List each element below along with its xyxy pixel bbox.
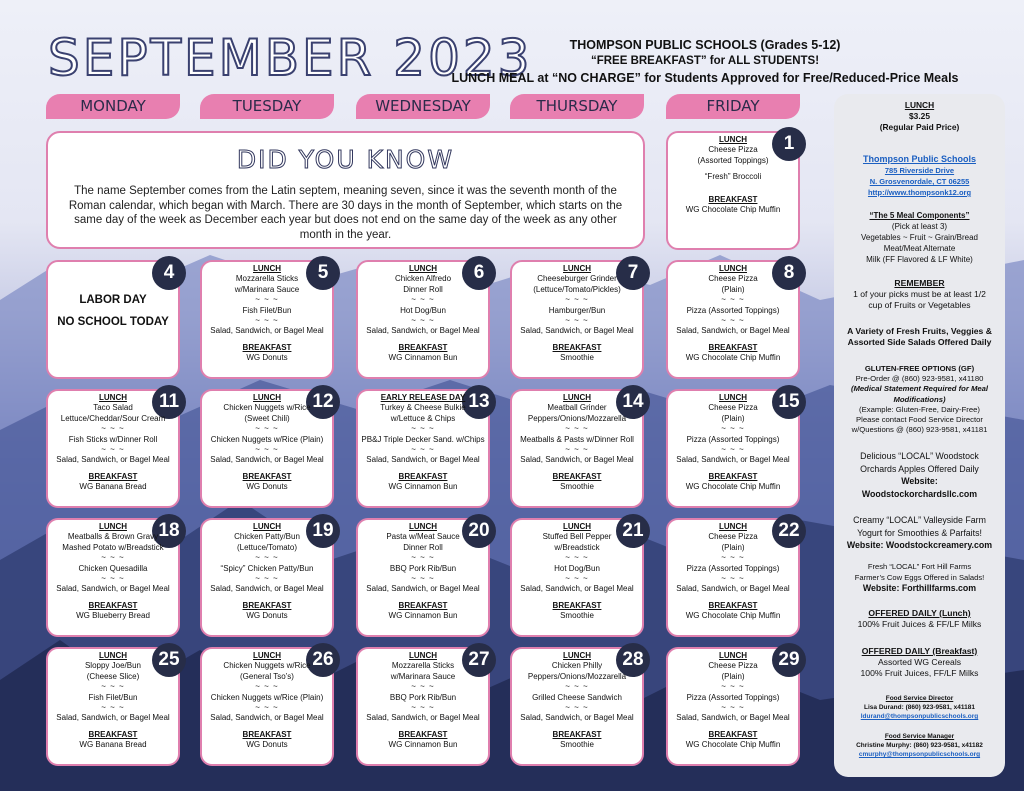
day-number-badge: 28	[616, 643, 650, 677]
menu-line: WG Donuts	[246, 740, 288, 750]
menu-line: ~ ~ ~	[101, 574, 125, 584]
menu-line: (Lettuce/Tomato)	[236, 542, 298, 552]
page-title: SEPTEMBER 2023	[48, 29, 533, 87]
menu-line: NO SCHOOL TODAY	[57, 316, 169, 328]
school-heading: THOMPSON PUBLIC SCHOOLS (Grades 5-12)	[569, 38, 841, 52]
meal-components-1: (Pick at least 3)	[891, 222, 948, 231]
menu-line: Dinner Roll	[403, 542, 443, 552]
menu-line: LUNCH	[719, 135, 747, 144]
gluten-free-line-5: Please contact Food Service Director	[856, 415, 983, 425]
menu-line: Cheese Pizza	[708, 403, 758, 413]
menu-line: LUNCH	[409, 264, 437, 273]
orchard-line-3: Website:	[901, 476, 938, 486]
menu-line: Sloppy Joe/Bun	[84, 661, 142, 671]
menu-line: “Fresh” Broccoli	[704, 172, 762, 182]
menu-line: “Spicy” Chicken Patty/Bun	[220, 563, 314, 573]
day-number-badge: 22	[772, 514, 806, 548]
menu-line: BREAKFAST	[552, 600, 602, 610]
menu-line: BREAKFAST	[88, 729, 138, 739]
day-number-badge: 12	[306, 385, 340, 419]
director-email-link[interactable]: ldurand@thompsonpublicschools.org	[860, 713, 979, 720]
offered-breakfast-title: OFFERED DAILY (Breakfast)	[861, 646, 978, 656]
menu-line: WG Chocolate Chip Muffin	[685, 740, 781, 750]
creamy-line-1: Creamy “LOCAL” Valleyside Farm	[853, 515, 986, 525]
menu-line: LUNCH	[719, 651, 747, 660]
menu-line: ~ ~ ~	[255, 445, 279, 455]
day-number-badge: 14	[616, 385, 650, 419]
menu-line: WG Cinnamon Bun	[388, 353, 458, 363]
menu-line: ~ ~ ~	[565, 445, 589, 455]
menu-line: BREAKFAST	[708, 194, 758, 204]
menu-line: Hot Dog/Bun	[554, 563, 600, 573]
menu-line: ~ ~ ~	[721, 703, 745, 713]
day-number-badge: 29	[772, 643, 806, 677]
menu-line: Smoothie	[560, 611, 594, 621]
offered-breakfast-line-1: Assorted WG Cereals	[877, 657, 962, 667]
menu-line: ~ ~ ~	[101, 424, 125, 434]
day-number-badge: 15	[772, 385, 806, 419]
menu-line: WG Donuts	[246, 611, 288, 621]
menu-line: Pizza (Assorted Toppings)	[686, 434, 780, 444]
menu-line: Salad, Sandwich, or Bagel Meal	[210, 584, 324, 594]
menu-line: ~ ~ ~	[101, 703, 125, 713]
day-header-tuesday: TUESDAY	[200, 94, 334, 119]
menu-line: WG Donuts	[246, 482, 288, 492]
gluten-free-title: GLUTEN-FREE OPTIONS (GF)	[864, 364, 975, 373]
menu-line: WG Banana Bread	[79, 482, 147, 492]
menu-line: LUNCH	[99, 522, 127, 531]
menu-line: Salad, Sandwich, or Bagel Meal	[366, 326, 480, 336]
day-cell	[356, 518, 490, 637]
day-cell	[46, 647, 180, 766]
did-you-know-text: The name September comes from the Latin septem, meaning seven, since it was the seventh month of the Roman calendar, which began with March. There are 30 days in the month of September, which starts on the same day of the week as December each year but does not end on the same day of the week as any other month in the year.	[68, 185, 623, 241]
menu-line: LUNCH	[253, 651, 281, 660]
menu-line: w/Breadstick	[554, 542, 600, 552]
director-title: Food Service Director	[885, 695, 954, 702]
menu-line: Salad, Sandwich, or Bagel Meal	[520, 713, 634, 723]
menu-line: ~ ~ ~	[255, 703, 279, 713]
menu-line: Salad, Sandwich, or Bagel Meal	[210, 713, 324, 723]
menu-line: Smoothie	[560, 740, 594, 750]
menu-line: ~ ~ ~	[255, 316, 279, 326]
menu-line: Fish Filet/Bun	[88, 692, 138, 702]
menu-line: Cheese Pizza	[708, 532, 758, 542]
menu-line: (Plain)	[721, 413, 745, 423]
did-you-know-box	[46, 131, 645, 249]
menu-line: ~ ~ ~	[721, 424, 745, 434]
day-number-badge: 18	[152, 514, 186, 548]
menu-line: (Plain)	[721, 542, 745, 552]
menu-line: Grilled Cheese Sandwich	[532, 692, 622, 702]
menu-line: ~ ~ ~	[721, 445, 745, 455]
sidebar-price-note: (Regular Paid Price)	[879, 122, 960, 132]
day-cell	[510, 518, 644, 637]
day-header-friday: FRIDAY	[666, 94, 800, 119]
day-number-badge: 7	[616, 256, 650, 290]
menu-line: BREAKFAST	[88, 471, 138, 481]
day-number-badge: 19	[306, 514, 340, 548]
menu-line: WG Cinnamon Bun	[388, 611, 458, 621]
gluten-free-line-1: Pre-Order @ (860) 923-9581, x41180	[855, 374, 984, 384]
menu-line: Salad, Sandwich, or Bagel Meal	[210, 326, 324, 336]
day-cell	[200, 647, 334, 766]
orchard-line-4: Woodstockorchardsllc.com	[861, 488, 978, 499]
menu-line: ~ ~ ~	[255, 574, 279, 584]
free-breakfast-note: “FREE BREAKFAST” for ALL STUDENTS!	[590, 55, 820, 67]
menu-line: Taco Salad	[93, 403, 133, 413]
menu-line: PB&J Triple Decker Sand. w/Chips	[361, 434, 485, 444]
menu-line: BBQ Pork Rib/Bun	[389, 692, 457, 702]
menu-line: Pasta w/Meat Sauce	[386, 532, 460, 542]
day-cell	[666, 131, 800, 250]
address-line-1[interactable]: 785 Riverside Drive	[884, 166, 955, 175]
menu-line: ~ ~ ~	[565, 682, 589, 692]
menu-line: ~ ~ ~	[411, 424, 435, 434]
menu-line: LUNCH	[253, 264, 281, 273]
menu-line: (Lettuce/Tomato/Pickles)	[533, 284, 621, 294]
menu-line: ~ ~ ~	[411, 682, 435, 692]
day-number-badge: 21	[616, 514, 650, 548]
day-cell	[46, 389, 180, 508]
menu-line: WG Cinnamon Bun	[388, 740, 458, 750]
menu-line: BREAKFAST	[242, 342, 292, 352]
menu-line: ~ ~ ~	[721, 316, 745, 326]
menu-line: ~ ~ ~	[565, 703, 589, 713]
menu-line: Salad, Sandwich, or Bagel Meal	[520, 326, 634, 336]
day-cell	[356, 260, 490, 379]
day-number-badge: 11	[152, 385, 186, 419]
menu-line: Chicken Nuggets w/Rice	[223, 661, 311, 671]
creamy-line-2: Yogurt for Smoothies & Parfaits!	[857, 527, 982, 538]
day-cell	[46, 518, 180, 637]
menu-line: Hamburger/Bun	[548, 305, 606, 315]
menu-line: Chicken Philly	[551, 661, 603, 671]
day-cell	[510, 647, 644, 766]
menu-line: Salad, Sandwich, or Bagel Meal	[676, 455, 790, 465]
day-cell	[510, 260, 644, 379]
menu-line: Pizza (Assorted Toppings)	[686, 305, 780, 315]
menu-line: LUNCH	[563, 651, 591, 660]
menu-line: LUNCH	[563, 264, 591, 273]
menu-line: Cheese Pizza	[708, 661, 758, 671]
menu-line: LUNCH	[719, 264, 747, 273]
menu-line: Salad, Sandwich, or Bagel Meal	[56, 455, 170, 465]
menu-line: ~ ~ ~	[565, 424, 589, 434]
meal-components-title: “The 5 Meal Components”	[869, 211, 970, 220]
day-cell	[356, 389, 490, 508]
menu-line: BREAKFAST	[88, 600, 138, 610]
fresh-line-3: Website: Forthillfarms.com	[862, 583, 977, 593]
variety-line-2: Assorted Side Salads Offered Daily	[847, 337, 992, 347]
remember-title: REMEMBER	[894, 278, 945, 288]
did-you-know-title: DID YOU KNOW	[236, 145, 455, 174]
menu-line: LUNCH	[563, 522, 591, 531]
menu-line: Chicken Quesadilla	[78, 563, 148, 573]
menu-line: Chicken Nuggets w/Rice (Plain)	[210, 434, 324, 444]
remember-line-2: cup of Fruits or Vegetables	[868, 300, 971, 310]
menu-line: LUNCH	[563, 393, 591, 402]
menu-line: ~ ~ ~	[721, 682, 745, 692]
menu-line: Lettuce/Cheddar/Sour Cream	[60, 413, 166, 423]
day-cell	[200, 389, 334, 508]
manager-email-link[interactable]: cmurphy@thompsonpublicschools.org	[858, 751, 981, 758]
sidebar-lunch-label: LUNCH	[904, 100, 935, 110]
menu-line: EARLY RELEASE DAY	[380, 393, 466, 402]
day-number-badge: 1	[772, 127, 806, 161]
menu-line: Meatballs & Brown Gravy	[67, 532, 159, 542]
manager-contact: Christine Murphy: (860) 923-9581, x41182	[856, 742, 983, 749]
menu-line: ~ ~ ~	[565, 574, 589, 584]
menu-line: ~ ~ ~	[565, 553, 589, 563]
menu-line: Cheeseburger Grinder	[537, 274, 617, 284]
gluten-free-line-6: w/Questions @ (860) 923-9581, x41181	[851, 425, 988, 435]
menu-line: Hot Dog/Bun	[400, 305, 446, 315]
menu-line: Salad, Sandwich, or Bagel Meal	[56, 713, 170, 723]
menu-line: LUNCH	[719, 522, 747, 531]
fresh-line-2: Farmer’s Cow Eggs Offered in Salads!	[854, 572, 985, 582]
menu-line: Meatballs & Pasts w/Dinner Roll	[520, 434, 634, 444]
menu-line: ~ ~ ~	[721, 574, 745, 584]
menu-line: Fish Filet/Bun	[242, 305, 292, 315]
director-contact: Lisa Durand: (860) 923-9581, x41181	[864, 704, 975, 711]
menu-line: (Plain)	[721, 671, 745, 681]
day-number-badge: 13	[462, 385, 496, 419]
menu-line: Salad, Sandwich, or Bagel Meal	[520, 584, 634, 594]
day-cell	[200, 260, 334, 379]
menu-line: ~ ~ ~	[101, 682, 125, 692]
menu-line: BREAKFAST	[708, 342, 758, 352]
menu-line: Salad, Sandwich, or Bagel Meal	[366, 713, 480, 723]
menu-line: ~ ~ ~	[411, 316, 435, 326]
menu-line: LUNCH	[253, 393, 281, 402]
menu-line: w/Marinara Sauce	[234, 284, 300, 294]
menu-line: ~ ~ ~	[101, 553, 125, 563]
menu-line: LUNCH	[99, 651, 127, 660]
menu-line: ~ ~ ~	[721, 295, 745, 305]
meal-components-4: Milk (FF Flavored & LF White)	[866, 255, 973, 264]
menu-line: (Assorted Toppings)	[697, 155, 769, 165]
menu-line: Salad, Sandwich, or Bagel Meal	[56, 584, 170, 594]
day-number-badge: 25	[152, 643, 186, 677]
menu-line: (Plain)	[721, 284, 745, 294]
menu-line: BREAKFAST	[552, 471, 602, 481]
menu-line: Pizza (Assorted Toppings)	[686, 563, 780, 573]
menu-line: Pizza (Assorted Toppings)	[686, 692, 780, 702]
lunch-charge-note: LUNCH MEAL at “NO CHARGE” for Students Approved for Free/Reduced-Price Meals	[451, 71, 959, 85]
day-number-badge: 4	[152, 256, 186, 290]
menu-line: Smoothie	[560, 353, 594, 363]
menu-line: BREAKFAST	[398, 600, 448, 610]
meal-components-3: Meat/Meat Alternate	[883, 244, 956, 253]
menu-line: BREAKFAST	[708, 471, 758, 481]
menu-line: ~ ~ ~	[255, 553, 279, 563]
menu-line: BREAKFAST	[242, 600, 292, 610]
menu-line: Salad, Sandwich, or Bagel Meal	[366, 584, 480, 594]
offered-lunch-title: OFFERED DAILY (Lunch)	[868, 608, 971, 618]
menu-line: BBQ Pork Rib/Bun	[389, 563, 457, 573]
menu-line: ~ ~ ~	[411, 703, 435, 713]
menu-line: Chicken Patty/Bun	[234, 532, 300, 542]
menu-line: ~ ~ ~	[565, 295, 589, 305]
menu-line: ~ ~ ~	[255, 682, 279, 692]
menu-line: w/Lettuce & Chips	[390, 413, 456, 423]
day-cell	[356, 647, 490, 766]
day-cell	[200, 518, 334, 637]
variety-line-1: A Variety of Fresh Fruits, Veggies &	[847, 326, 992, 336]
menu-line: Cheese Pizza	[708, 145, 758, 155]
gluten-free-line-3: Modifications)	[893, 394, 946, 404]
menu-line: ~ ~ ~	[411, 553, 435, 563]
menu-line: Fish Sticks w/Dinner Roll	[68, 434, 158, 444]
menu-line: Stuffed Bell Pepper	[542, 532, 612, 542]
menu-line: Chicken Alfredo	[394, 274, 452, 284]
remember-line-1: 1 of your picks must be at least 1/2	[853, 289, 986, 299]
menu-line: (Cheese Slice)	[86, 671, 140, 681]
menu-line: WG Chocolate Chip Muffin	[685, 611, 781, 621]
menu-line: Turkey & Cheese Bulkie	[380, 403, 466, 413]
fresh-line-1: Fresh “LOCAL” Fort Hill Farms	[867, 562, 972, 571]
day-number-badge: 27	[462, 643, 496, 677]
menu-line: Mashed Potato w/Breadstick	[62, 542, 164, 552]
menu-line: WG Blueberry Bread	[76, 611, 150, 621]
menu-line: Salad, Sandwich, or Bagel Meal	[676, 326, 790, 336]
day-number-badge: 8	[772, 256, 806, 290]
day-number-badge: 26	[306, 643, 340, 677]
menu-line: Meatball Grinder	[547, 403, 607, 413]
menu-line: BREAKFAST	[398, 729, 448, 739]
menu-line: ~ ~ ~	[721, 553, 745, 563]
menu-line: ~ ~ ~	[411, 574, 435, 584]
menu-line: BREAKFAST	[398, 471, 448, 481]
offered-lunch-text: 100% Fruit Juices & FF/LF Milks	[857, 619, 982, 629]
menu-line: WG Donuts	[246, 353, 288, 363]
day-cell	[510, 389, 644, 508]
menu-line: BREAKFAST	[242, 729, 292, 739]
day-number-badge: 6	[462, 256, 496, 290]
menu-line: Mozzarella Sticks	[235, 274, 299, 284]
school-website-link[interactable]: http://www.thompsonk12.org	[867, 188, 972, 197]
menu-line: Peppers/Onions/Mozzarella	[527, 671, 627, 681]
menu-line: WG Cinnamon Bun	[388, 482, 458, 492]
menu-line: BREAKFAST	[708, 729, 758, 739]
address-line-2[interactable]: N. Grosvenordale, CT 06255	[869, 177, 970, 186]
menu-line: WG Chocolate Chip Muffin	[685, 353, 781, 363]
menu-line: (General Tso’s)	[240, 671, 294, 681]
orchard-line-1: Delicious “LOCAL” Woodstock	[860, 451, 979, 461]
menu-line: LUNCH	[409, 651, 437, 660]
menu-line: ~ ~ ~	[255, 295, 279, 305]
day-number-badge: 5	[306, 256, 340, 290]
menu-line: Salad, Sandwich, or Bagel Meal	[676, 584, 790, 594]
menu-line: ~ ~ ~	[411, 295, 435, 305]
day-header-thursday: THURSDAY	[510, 94, 644, 119]
menu-line: ~ ~ ~	[411, 445, 435, 455]
menu-line: BREAKFAST	[708, 600, 758, 610]
menu-line: LUNCH	[719, 393, 747, 402]
menu-line: WG Banana Bread	[79, 740, 147, 750]
menu-line: ~ ~ ~	[101, 445, 125, 455]
menu-line: Salad, Sandwich, or Bagel Meal	[366, 455, 480, 465]
menu-line: Smoothie	[560, 482, 594, 492]
day-header-wednesday: WEDNESDAY	[356, 94, 490, 119]
menu-line: WG Chocolate Chip Muffin	[685, 482, 781, 492]
sidebar-info	[834, 94, 1005, 777]
sidebar-price: $3.25	[909, 111, 930, 121]
menu-line: LABOR DAY	[79, 294, 147, 306]
meal-components-2: Vegetables ~ Fruit ~ Grain/Bread	[861, 233, 978, 242]
day-cell	[666, 518, 800, 637]
school-name-link[interactable]: Thompson Public Schools	[862, 154, 976, 164]
gluten-free-line-4: (Example: Gluten-Free, Dairy-Free)	[859, 404, 980, 414]
day-number-badge: 20	[462, 514, 496, 548]
offered-breakfast-line-2: 100% Fruit Juices, FF/LF Milks	[860, 668, 979, 678]
manager-title: Food Service Manager	[884, 733, 955, 740]
day-cell	[666, 260, 800, 379]
menu-line: Salad, Sandwich, or Bagel Meal	[210, 455, 324, 465]
menu-line: WG Chocolate Chip Muffin	[685, 205, 781, 215]
menu-line: BREAKFAST	[552, 342, 602, 352]
menu-line: Chicken Nuggets w/Rice (Plain)	[210, 692, 324, 702]
menu-line: LUNCH	[253, 522, 281, 531]
orchard-line-2: Orchards Apples Offered Daily	[860, 463, 979, 474]
menu-line: Cheese Pizza	[708, 274, 758, 284]
menu-line: Chicken Nuggets w/Rice	[223, 403, 311, 413]
menu-line: ~ ~ ~	[565, 316, 589, 326]
menu-line: Salad, Sandwich, or Bagel Meal	[520, 455, 634, 465]
creamy-line-3: Website: Woodstockcreamery.com	[846, 540, 993, 550]
menu-line: Mozzarella Sticks	[391, 661, 455, 671]
menu-line: BREAKFAST	[552, 729, 602, 739]
day-cell	[666, 389, 800, 508]
day-header-monday: MONDAY	[46, 94, 180, 119]
day-cell	[666, 647, 800, 766]
menu-line: Salad, Sandwich, or Bagel Meal	[676, 713, 790, 723]
menu-line: Peppers/Onions/Mozzarella	[527, 413, 627, 423]
menu-line: (Sweet Chili)	[244, 413, 290, 423]
menu-line: LUNCH	[409, 522, 437, 531]
day-cell	[46, 260, 180, 379]
gluten-free-line-2: (Medical Statement Required for Meal	[850, 384, 989, 394]
menu-line: BREAKFAST	[398, 342, 448, 352]
menu-line: Dinner Roll	[403, 284, 443, 294]
menu-line: BREAKFAST	[242, 471, 292, 481]
menu-line: LUNCH	[99, 393, 127, 402]
menu-line: w/Marinara Sauce	[390, 671, 456, 681]
menu-line: ~ ~ ~	[255, 424, 279, 434]
